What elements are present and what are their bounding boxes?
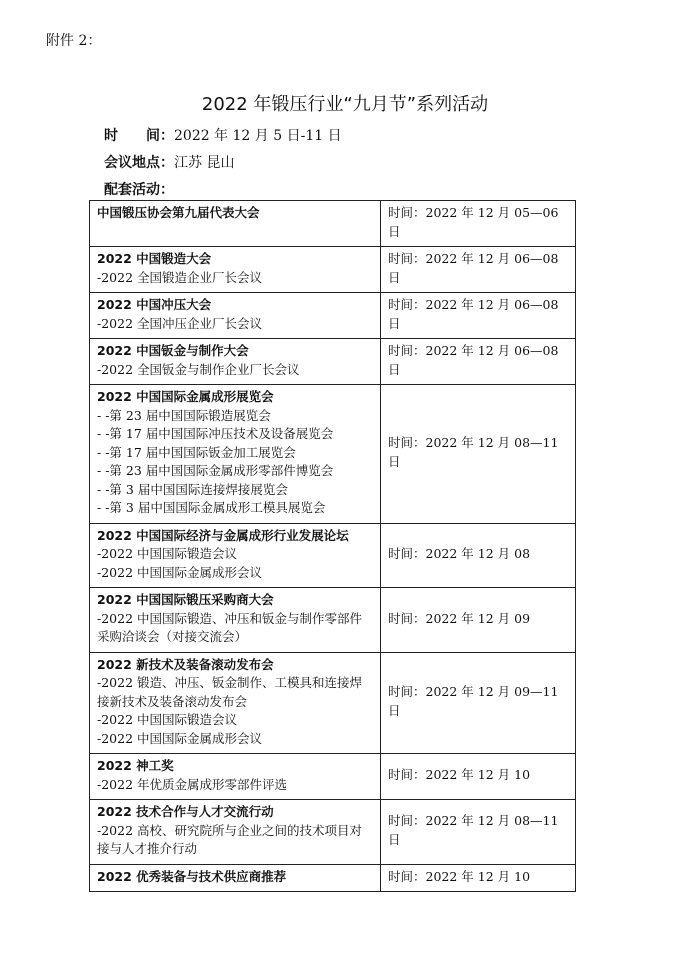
table-row [90, 201, 576, 247]
activity-subitem: -2022 中国国际锻造会议 [97, 712, 238, 727]
activity-heading: 2022 技术合作与人才交流行动 [97, 804, 274, 819]
document-title: 2022 年锻压行业“九月节”系列活动 [201, 94, 489, 115]
activity-cell [90, 201, 381, 247]
activity-cell [90, 339, 381, 385]
table-row [90, 652, 576, 754]
activity-cell [90, 754, 381, 800]
activity-time: 时间：2022 年 12 月 08—11 日 [381, 385, 576, 524]
activity-cell [90, 247, 381, 293]
activity-heading: 2022 中国钣金与制作大会 [97, 343, 249, 358]
activity-subitem: -2022 中国国际金属成形会议 [97, 564, 263, 580]
activity-cell [90, 588, 381, 653]
activity-subitem: -2022 全国冲压企业厂长会议 [97, 315, 263, 331]
activity-heading: 中国锻压协会第九届代表大会 [97, 205, 260, 220]
activity-cell [90, 652, 381, 754]
activity-heading: 2022 新技术及装备滚动发布会 [97, 656, 274, 672]
activity-cell [90, 385, 381, 524]
activity-subitem: - -第 17 届中国国际钣金加工展览会 [97, 444, 296, 460]
activity-subitem: - -第 17 届中国国际冲压技术及设备展览会 [97, 426, 334, 441]
meta-activities [104, 179, 174, 199]
activity-cell [90, 864, 381, 892]
venue-label: 会议地点： [104, 155, 174, 171]
activity-time: 时间：2022 年 12 月 09 [381, 588, 576, 653]
activity-heading: 2022 中国国际经济与金属成形行业发展论坛 [97, 527, 349, 543]
activity-time: 时间：2022 年 12 月 08—11 日 [381, 800, 576, 865]
activity-time: 时间：2022 年 12 月 06—08 日 [381, 247, 576, 293]
time-value: 2022 年 12 月 5 日-11 日 [174, 128, 342, 144]
activity-subitem: - -第 3 届中国国际连接焊接展览会 [97, 481, 288, 497]
table-row [90, 339, 576, 385]
activity-heading: 2022 中国国际锻压采购商大会 [97, 592, 274, 607]
activity-cell [90, 800, 381, 865]
activity-time: 时间：2022 年 12 月 10 [381, 864, 576, 892]
table-row [90, 385, 576, 524]
activity-subitem: -2022 中国国际金属成形会议 [97, 730, 263, 746]
activity-subitem: -2022 全国锻造企业厂长会议 [97, 269, 263, 285]
activities-label: 配套活动： [104, 182, 174, 198]
activity-time: 时间：2022 年 12 月 08 [381, 523, 576, 588]
meta-venue [104, 152, 234, 172]
activity-subitem: -2022 锻造、冲压、钣金制作、工模具和连接焊接新技术及装备滚动发布会 [97, 675, 363, 709]
activity-time: 时间：2022 年 12 月 06—08 日 [381, 339, 576, 385]
activity-time: 时间：2022 年 12 月 09—11 日 [381, 652, 576, 754]
activity-heading: 2022 中国锻造大会 [97, 251, 212, 266]
meta-time [104, 125, 342, 145]
activity-time: 时间：2022 年 12 月 06—08 日 [381, 293, 576, 339]
table-row [90, 247, 576, 293]
activity-subitem: - -第 23 届中国国际锻造展览会 [97, 407, 271, 423]
time-label: 时 间： [104, 128, 174, 144]
activity-heading: 2022 优秀装备与技术供应商推荐 [97, 868, 287, 884]
table-row [90, 754, 576, 800]
activity-subitem: -2022 高校、研究院所与企业之间的技术项目对接与人才推介行动 [97, 822, 363, 856]
activity-subitem: - -第 23 届中国国际金属成形零部件博览会 [97, 463, 334, 478]
activity-subitem: -2022 全国钣金与制作企业厂长会议 [97, 361, 300, 377]
table-row [90, 293, 576, 339]
table-row [90, 800, 576, 865]
table-row [90, 864, 576, 892]
activity-heading: 2022 中国国际金属成形展览会 [97, 389, 274, 404]
activity-heading: 2022 中国冲压大会 [97, 297, 212, 312]
activities-table [89, 200, 576, 892]
activity-heading: 2022 神工奖 [97, 758, 174, 773]
activity-subitem: -2022 中国国际锻造会议 [97, 546, 238, 561]
activity-subitem: -2022 中国国际锻造、冲压和钣金与制作零部件采购洽谈会（对接交流会） [97, 610, 363, 644]
table-row [90, 588, 576, 653]
table-row [90, 523, 576, 588]
activity-subitem: - -第 3 届中国国际金属成形工模具展览会 [97, 500, 326, 515]
activity-time: 时间：2022 年 12 月 10 [381, 754, 576, 800]
activity-time: 时间：2022 年 12 月 05—06 日 [381, 201, 576, 247]
attachment-label: 附件 2： [46, 33, 102, 49]
activity-cell [90, 523, 381, 588]
activity-subitem: -2022 年优质金属成形零部件评选 [97, 776, 288, 792]
activity-cell [90, 293, 381, 339]
venue-value: 江苏 昆山 [174, 155, 235, 171]
